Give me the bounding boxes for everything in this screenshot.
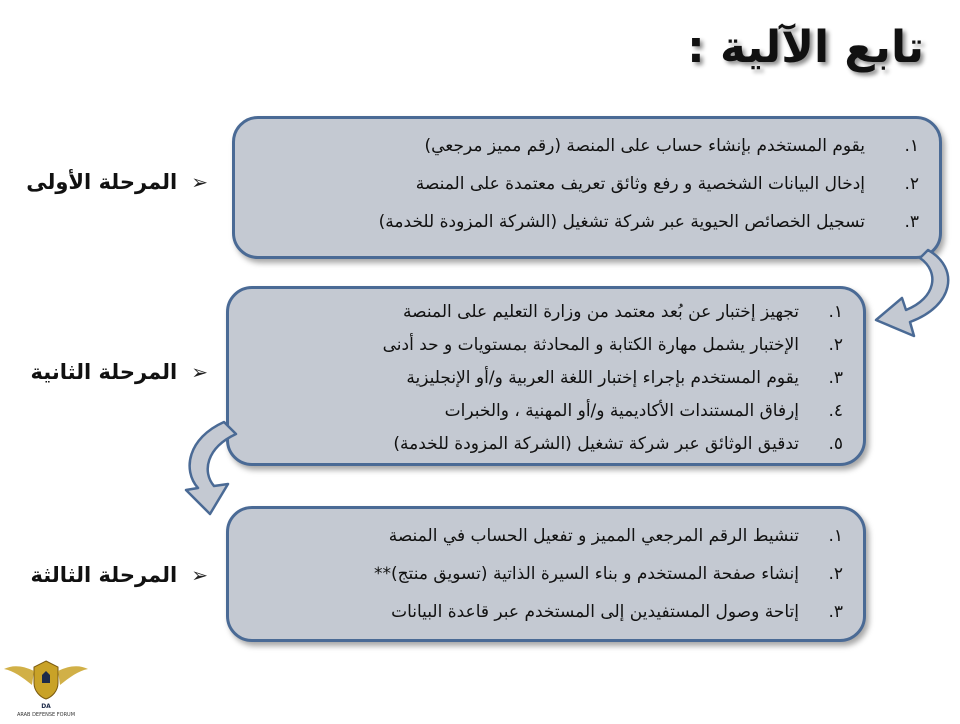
item-text: تسجيل الخصائص الحيوية عبر شركة تشغيل (الشركة المزودة للخدمة) [378, 212, 865, 232]
item-number: ١. [828, 526, 843, 546]
item-text: يقوم المستخدم بإنشاء حساب على المنصة (رقم مميز مرجعي) [424, 136, 865, 156]
item-text: تجهيز إختبار عن بُعد معتمد من وزارة التعليم على المنصة [403, 301, 799, 322]
svg-text:DA: DA [41, 703, 51, 710]
page-title: تابع الآلية : [687, 22, 924, 73]
stage-label-1 [26, 170, 208, 194]
item-text: تدقيق الوثائق عبر شركة تشغيل (الشركة المزودة للخدمة) [393, 433, 799, 454]
list-item [249, 361, 843, 394]
item-text: إنشاء صفحة المستخدم و بناء السيرة الذاتية (تسويق منتج)** [373, 564, 799, 584]
logo-graphic [2, 655, 90, 720]
svg-text:ARAB DEFENSE FORUM: ARAB DEFENSE FORUM [16, 712, 76, 718]
list-item [249, 328, 843, 361]
curved-arrow-icon [180, 418, 250, 518]
list-item [249, 295, 843, 328]
stage-2-box [226, 286, 866, 466]
item-text: يقوم المستخدم بإجراء إختبار اللغة العربية و/أو الإنجليزية [406, 367, 799, 388]
stage-1-list [255, 127, 919, 241]
arab-defense-forum-logo [2, 655, 90, 720]
item-number: ٢. [828, 564, 843, 584]
item-number: ٥. [828, 433, 843, 454]
stage-label-2 [31, 360, 208, 384]
curved-arrow-icon [870, 246, 960, 346]
list-item [255, 165, 919, 203]
item-number: ٤. [828, 400, 843, 421]
stage-label-text: المرحلة الثالثة [30, 563, 178, 587]
list-item [249, 427, 843, 460]
item-text: الإختبار يشمل مهارة الكتابة و المحادثة بمستويات و حد أدنى [382, 334, 799, 355]
item-text: تنشيط الرقم المرجعي المميز و تفعيل الحساب في المنصة [388, 526, 799, 546]
item-text: إرفاق المستندات الأكاديمية و/أو المهنية ، والخبرات [444, 400, 799, 421]
stage-1-box [232, 116, 942, 259]
item-number: ٢. [904, 174, 919, 194]
item-number: ٣. [828, 602, 843, 622]
item-text: إدخال البيانات الشخصية و رفع وثائق تعريف معتمدة على المنصة [415, 174, 865, 194]
list-item [249, 555, 843, 593]
list-item [249, 517, 843, 555]
item-number: ٣. [828, 367, 843, 388]
stage-label-3 [31, 563, 208, 587]
stage-3-list [249, 517, 843, 631]
item-number: ٣. [904, 212, 919, 232]
list-item [249, 593, 843, 631]
item-number: ٢. [828, 334, 843, 355]
item-number: ١. [904, 136, 919, 156]
arrowhead-right-icon: ➢ [191, 170, 208, 194]
stage-label-text: المرحلة الأولى [26, 170, 178, 194]
stage-2-list [249, 295, 843, 460]
arrowhead-right-icon: ➢ [191, 563, 208, 587]
list-item [249, 394, 843, 427]
arrowhead-right-icon: ➢ [191, 360, 208, 384]
item-text: إتاحة وصول المستفيدين إلى المستخدم عبر قاعدة البيانات [391, 602, 799, 622]
list-item [255, 203, 919, 241]
item-number: ١. [828, 301, 843, 322]
list-item [255, 127, 919, 165]
stage-label-text: المرحلة الثانية [30, 360, 178, 384]
stage-3-box [226, 506, 866, 642]
